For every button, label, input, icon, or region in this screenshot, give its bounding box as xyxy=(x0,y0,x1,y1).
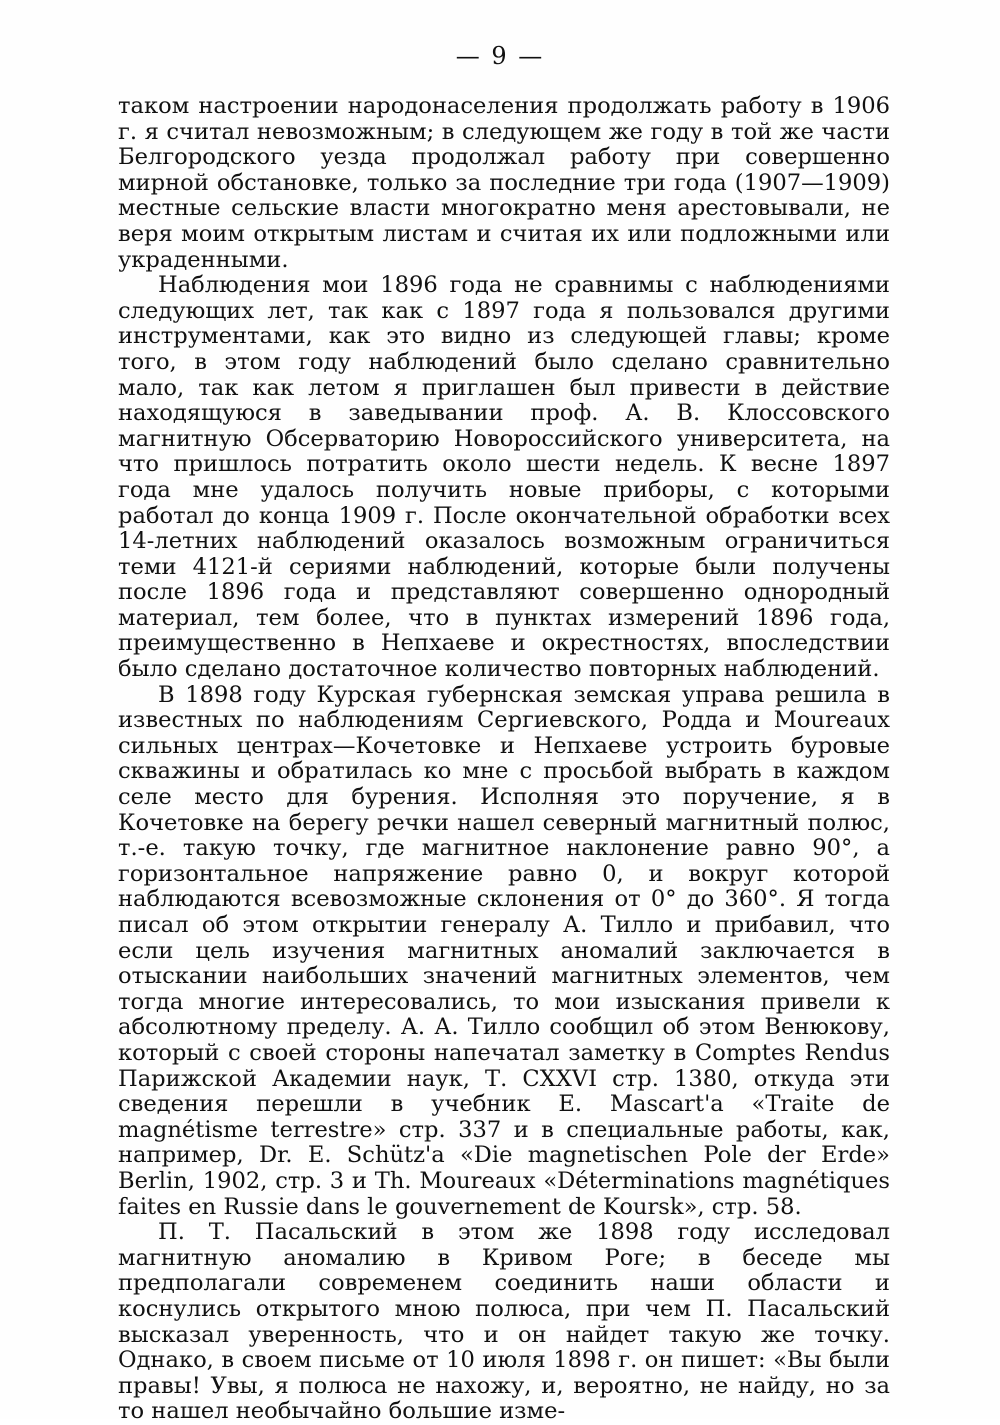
paragraph: В 1898 году Курская губернская земская управа решила в известных по наблюдениям Сергиевского, Родда и Moureaux сильных центрах—Кочетовке и Непхаеве устроить буровые скважины и обратилась ко мне с просьбой выбрать в каждом селе место для бурения. Исполняя это поручение, я в Кочетовке на берегу речки нашел северный магнитный полюс, т.-е. такую точку, где магнитное наклонение равно 90°, а горизонтальное напряжение равно 0, и вокруг которой наблюдаются всевозможные склонения от 0° до 360°. Я тогда писал об этом открытии генералу А. Тилло и прибавил, что если цель изучения магнитных аномалий заключается в отыскании наибольших значений магнитных элементов, чем тогда многие интересовались, то мои изыскания привели к абсолютному пределу. А. А. Тилло сообщил об этом Венюкову, который с своей стороны напечатал заметку в Comptes Rendus Парижской Академии наук, Т. CXXVI стр. 1380, откуда эти сведения перешли в учебник E. Mascart'a «Traite de magnétisme terrestre» стр. 337 и в специальные работы, как, например, Dr. E. Schütz'a «Die magnetischen Pole der Erde» Berlin, 1902, стр. 3 и Th. Moureaux «Déterminations magnétiques faites en Russie dans le gouvernement de Koursk», стр. 58. xyxy=(118,681,890,1220)
paragraph: Наблюдения мои 1896 года не сравнимы с наблюдениями следующих лет, так как с 1897 года я пользовался другими инструментами, как это видно из следующей главы; кроме того, в этом году наблюдений было сделано сравнительно мало, так как летом я приглашен был привести в действие находящуюся в заведывании проф. А. В. Клоссовского магнитную Обсерваторию Новороссийского университета, на что пришлось потратить около шести недель. К весне 1897 года мне удалось получить новые приборы, с которыми работал до конца 1909 г. После окончательной обработки всех 14-летних наблюдений оказалось возможным ограничиться теми 4121-й сериями наблюдений, которые были получены после 1896 года и представляют совершенно однородный материал, тем более, что в пунктах измерений 1896 года, преимущественно в Непхаеве и окрестностях, впоследствии было сделано достаточное количество повторных наблюдений. xyxy=(118,272,890,683)
body-text xyxy=(118,94,890,1425)
page-number: — 9 — xyxy=(455,42,545,70)
paragraph: таком настроении народонаселения продолжать работу в 1906 г. я считал невозможным; в следующем же году в той же части Белгородского уезда продолжал работу при совершенно мирной обстановке, только за последние три года (1907—1909) местные сельские власти многократно меня арестовывали, не веря моим открытым листам и считая их или подложными или украденными. xyxy=(118,93,890,273)
paragraph: П. Т. Пасальский в этом же 1898 году исследовал магнитную аномалию в Кривом Роге; в беседе мы предполагали современем соединить наши области и коснулись открытого мною полюса, при чем П. Пасальский высказал уверенность, что и он найдет такую же точку. Однако, в своем письме от 10 июля 1898 г. он пишет: «Вы были правы! Увы, я полюса не нахожу, и, вероятно, не найду, но за то нашел необычайно большие изме- xyxy=(118,1219,890,1425)
